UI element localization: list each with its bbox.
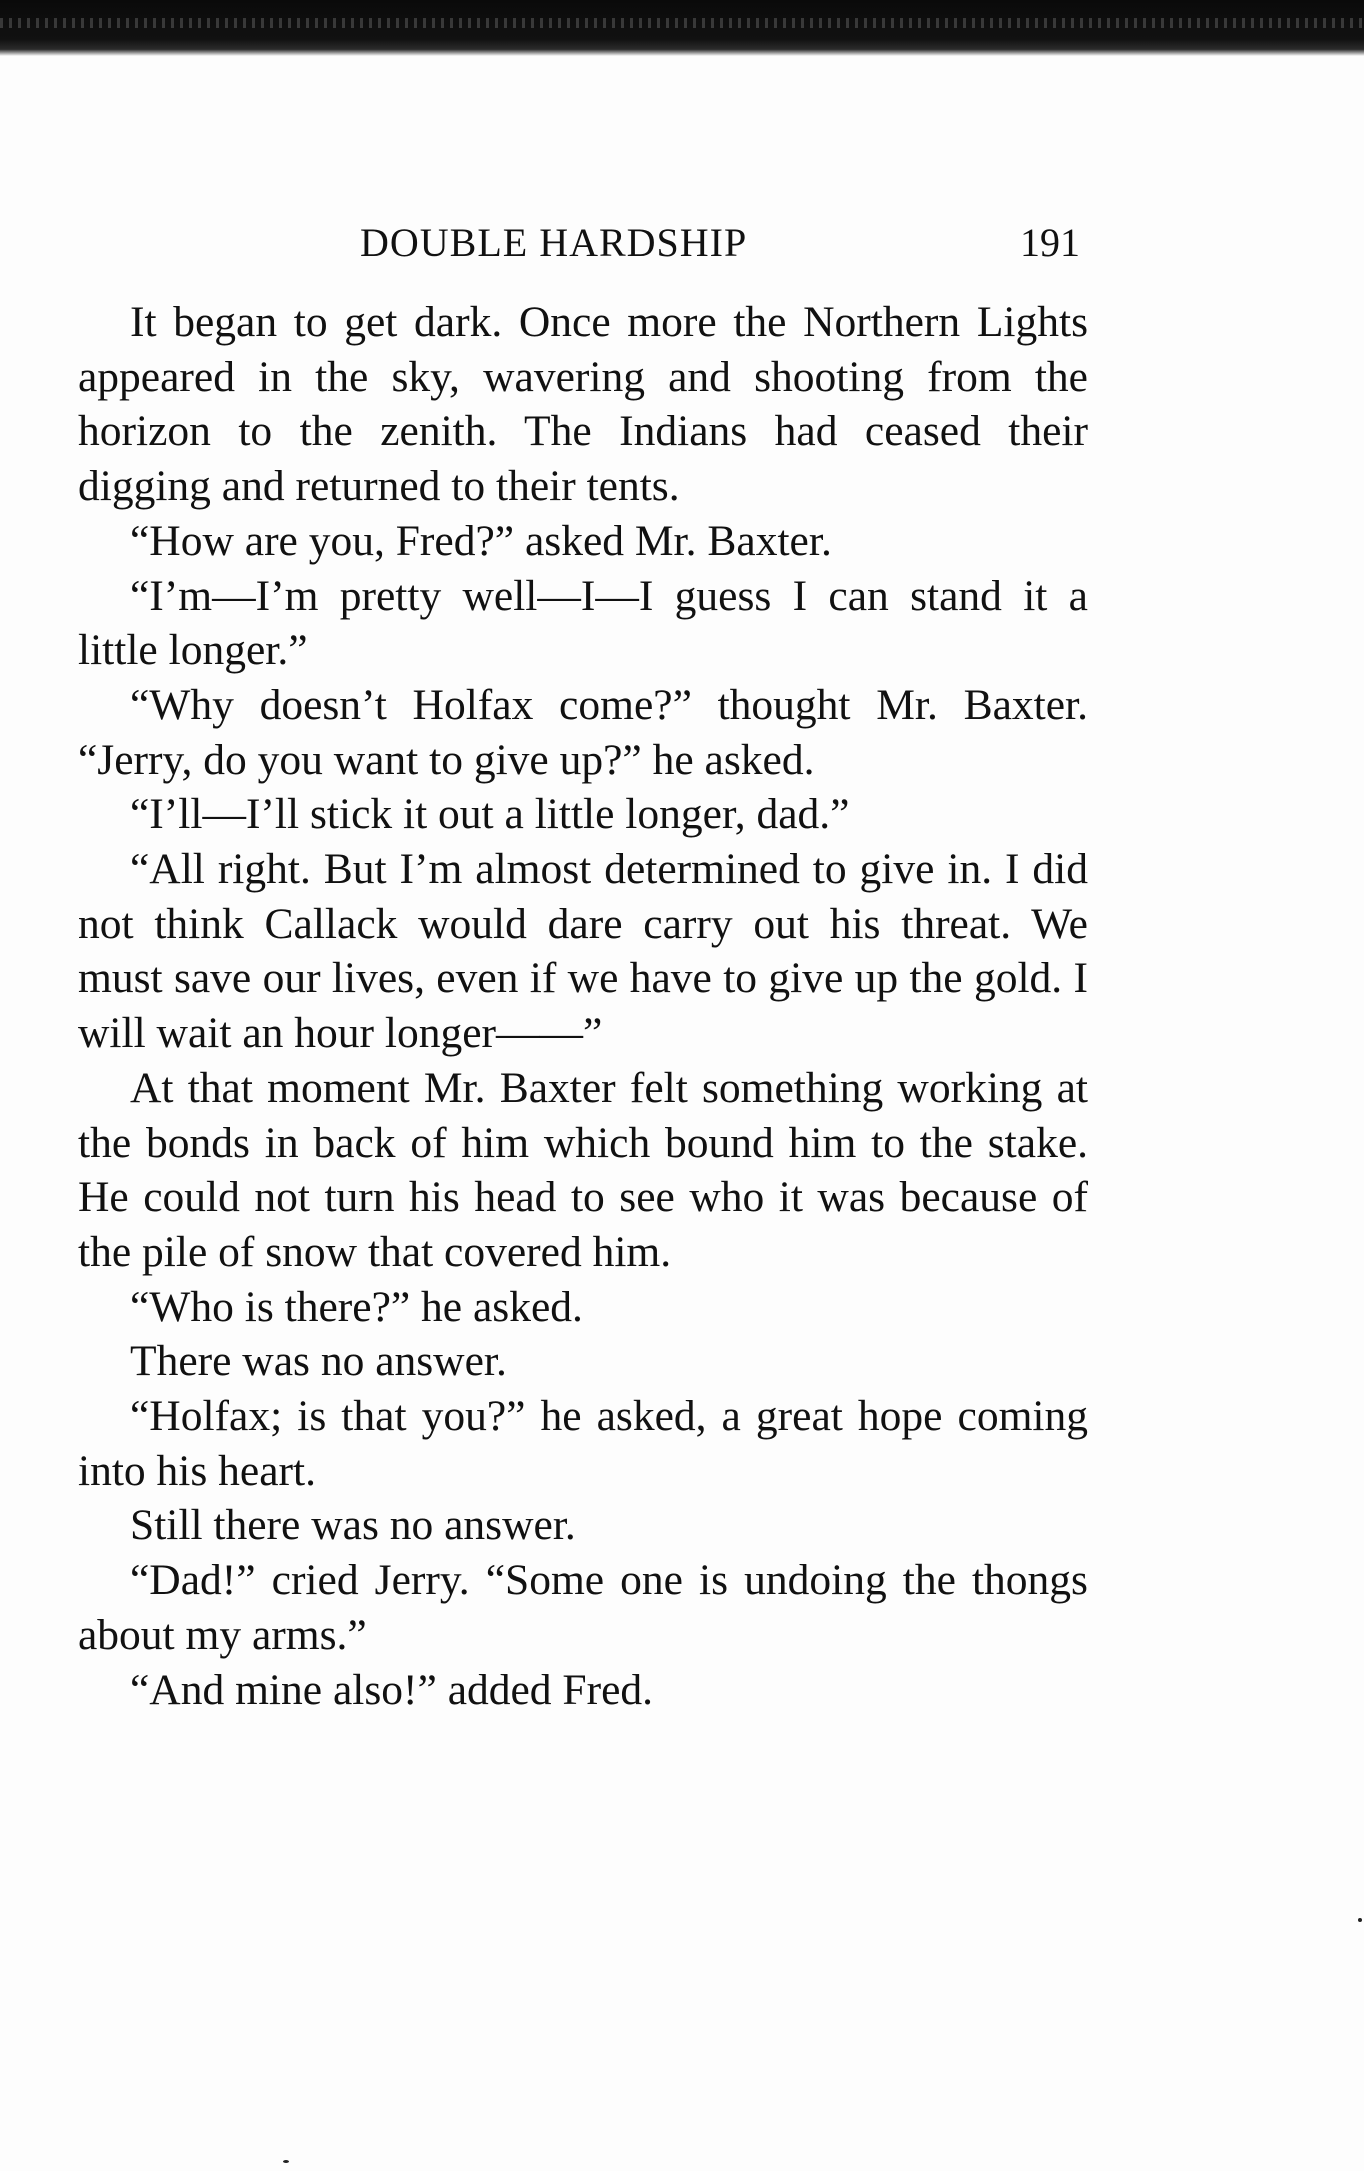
paragraph: “How are you, Fred?” asked Mr. Baxter.: [130, 516, 832, 565]
page-number: 191: [1020, 220, 1080, 265]
paragraph: “I’m—I’m pretty well—I—I guess I can stand it a little longer.”: [78, 571, 1088, 675]
body-text: [78, 295, 1088, 1717]
scan-speck: [1358, 1918, 1362, 1922]
paragraph: At that moment Mr. Baxter felt something working at the bonds in back of him which bound him to the stake. He could not turn his head to see who it was because of the pile of snow that covered him.: [78, 1063, 1088, 1276]
paragraph: “I’ll—I’ll stick it out a little longer, dad.”: [130, 790, 850, 839]
paragraph: There was no answer.: [130, 1337, 507, 1386]
running-head: DOUBLE HARDSHIP: [360, 220, 748, 265]
paragraph: “Dad!” cried Jerry. “Some one is undoing the thongs about my arms.”: [78, 1556, 1088, 1659]
paragraph: It began to get dark. Once more the Northern Lights appeared in the sky, wavering and shooting from the horizon to the zenith. The Indians had ceased their digging and returned to their tents.: [78, 298, 1088, 511]
paragraph: “And mine also!” added Fred.: [130, 1665, 654, 1714]
page-header: [0, 219, 1364, 269]
paragraph: “Holfax; is that you?” he asked, a great hope coming into his heart.: [78, 1392, 1088, 1495]
scan-speck: [283, 2160, 289, 2163]
paragraph: Still there was no answer.: [130, 1501, 576, 1550]
paragraph: “All right. But I’m almost determined to give in. I did not think Callack would dare carry out his threat. We must save our lives, even if we have to give up the gold. I will wait an hour longer——”: [78, 845, 1088, 1058]
paragraph: “Who is there?” he asked.: [130, 1282, 583, 1331]
paragraph: “Why doesn’t Holfax come?” thought Mr. Baxter. “Jerry, do you want to give up?” he asked.: [78, 680, 1088, 784]
scan-edge-shadow: [0, 0, 1364, 56]
scan-noise: [0, 18, 1364, 28]
